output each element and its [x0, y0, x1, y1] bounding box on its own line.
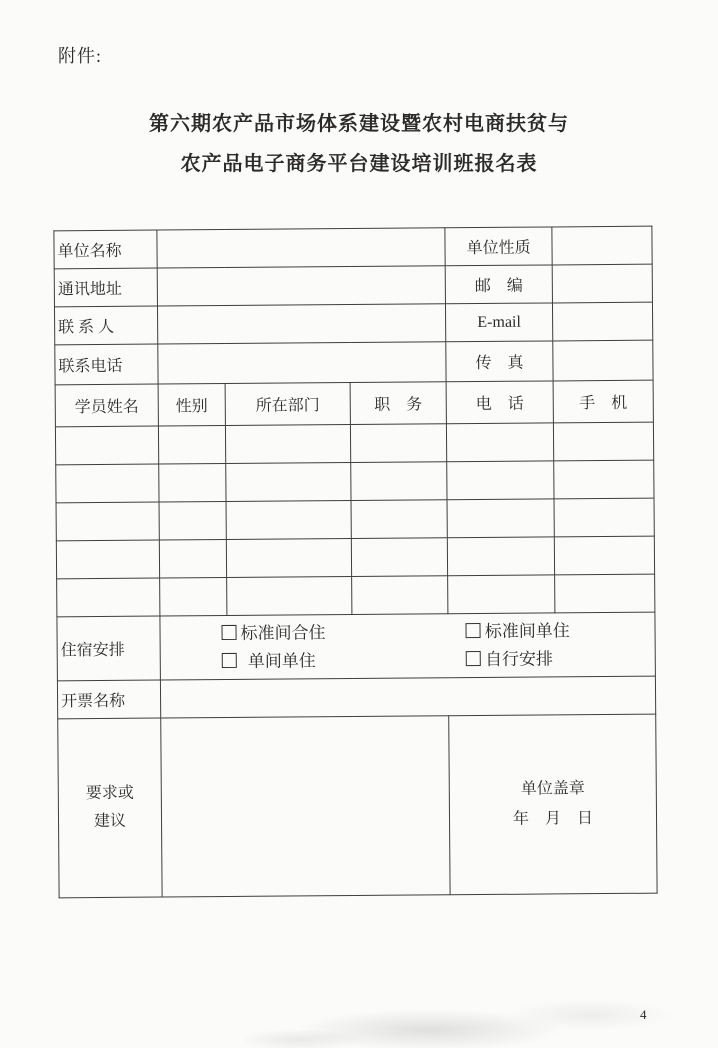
label-remarks-line2: 建议 [93, 812, 127, 831]
roster-empty-row [56, 536, 654, 579]
roster-empty-cell [56, 464, 159, 503]
value-unit-type [552, 226, 652, 265]
roster-header-row [55, 380, 653, 427]
value-address [157, 266, 445, 306]
value-remarks [161, 716, 450, 897]
roster-empty-cell [158, 426, 225, 465]
seal-cell [449, 714, 657, 895]
roster-empty-cell [448, 575, 555, 614]
accommodation-line-2 [222, 644, 652, 675]
label-remarks [58, 718, 162, 898]
roster-empty-row [57, 574, 655, 617]
accommodation-line-1 [221, 616, 651, 647]
label-unit-name: 单位名称 [54, 230, 157, 269]
label-remarks-line1: 要求或 [85, 784, 134, 803]
roster-empty-cell [159, 540, 226, 579]
header-mobile: 手 机 [553, 380, 653, 423]
roster-empty-cell [225, 425, 350, 464]
registration-form-table [53, 226, 657, 899]
label-accommodation: 住宿安排 [57, 616, 160, 681]
roster-empty-cell [351, 500, 447, 539]
header-position: 职 务 [350, 382, 446, 425]
roster-empty-cell [226, 463, 351, 502]
row-invoice [57, 676, 655, 719]
roster-empty-row [56, 460, 654, 503]
roster-empty-cell [56, 502, 159, 541]
header-gender: 性别 [158, 384, 225, 427]
row-unit-name [54, 226, 652, 269]
label-address: 通讯地址 [54, 268, 157, 307]
roster-empty-cell [352, 576, 448, 615]
roster-empty-cell [350, 424, 446, 463]
roster-empty-row [55, 422, 653, 465]
header-telephone: 电 话 [446, 381, 553, 424]
roster-empty-cell [226, 539, 351, 578]
value-invoice-name [160, 676, 655, 718]
option-label: 标准间单住 [484, 620, 570, 641]
header-department: 所在部门 [225, 383, 350, 426]
option-standard-single [466, 621, 570, 641]
row-accommodation [57, 612, 655, 681]
roster-empty-cell [447, 537, 554, 576]
roster-empty-cell [446, 423, 553, 462]
roster-empty-cell [57, 578, 160, 617]
attachment-label: 附件: [58, 46, 103, 66]
seal-label: 单位盖章 [520, 780, 585, 798]
checkbox-icon [221, 624, 236, 639]
roster-empty-cell [55, 426, 158, 465]
checkbox-icon [222, 652, 237, 667]
roster-empty-cell [554, 498, 654, 537]
roster-empty-cell [226, 501, 351, 540]
roster-empty-row [56, 498, 654, 541]
label-postcode: 邮 编 [445, 265, 552, 304]
roster-empty-cell [351, 462, 447, 501]
header-trainee-name: 学员姓名 [55, 384, 158, 427]
seal-date-line: 年 月 日 [512, 810, 594, 828]
label-phone: 联系电话 [55, 344, 158, 385]
label-fax: 传 真 [446, 341, 553, 382]
form-title-line2: 农产品电子商务平台建设培训班报名表 [180, 153, 538, 175]
label-invoice-name: 开票名称 [57, 680, 160, 719]
option-label: 标准间合住 [240, 622, 326, 643]
checkbox-icon [466, 623, 481, 638]
label-contact: 联 系 人 [54, 306, 157, 345]
row-address [54, 264, 652, 307]
label-email: E-mail [445, 303, 552, 342]
value-email [552, 302, 652, 341]
roster-empty-cell [447, 461, 554, 500]
form-title-line1: 第六期农产品市场体系建设暨农村电商扶贫与 [149, 113, 569, 135]
option-label: 自行安排 [484, 648, 554, 669]
value-fax [553, 340, 653, 381]
value-unit-name [157, 228, 445, 268]
row-phone [55, 340, 653, 385]
option-single-room [222, 646, 462, 676]
roster-empty-cell [553, 422, 653, 461]
value-postcode [552, 264, 652, 303]
accommodation-options [160, 612, 656, 680]
value-phone [158, 342, 446, 384]
option-self-arranged [466, 649, 553, 669]
value-contact [157, 304, 445, 344]
option-standard-shared [221, 618, 461, 648]
roster-empty-cell [227, 577, 352, 616]
roster-empty-cell [159, 464, 226, 503]
option-label: 单间单住 [247, 650, 316, 671]
row-remarks [58, 714, 657, 898]
roster-empty-cell [159, 502, 226, 541]
checkbox-icon [466, 651, 481, 666]
roster-empty-cell [56, 540, 159, 579]
form-title [0, 104, 718, 184]
roster-empty-cell [351, 538, 447, 577]
row-contact [54, 302, 652, 345]
roster-empty-cell [554, 460, 654, 499]
roster-empty-cell [447, 499, 554, 538]
roster-empty-cell [554, 536, 654, 575]
page-number: 4 [640, 1007, 647, 1022]
roster-empty-cell [160, 578, 227, 617]
label-unit-type: 单位性质 [445, 227, 552, 266]
roster-empty-cell [555, 574, 655, 613]
